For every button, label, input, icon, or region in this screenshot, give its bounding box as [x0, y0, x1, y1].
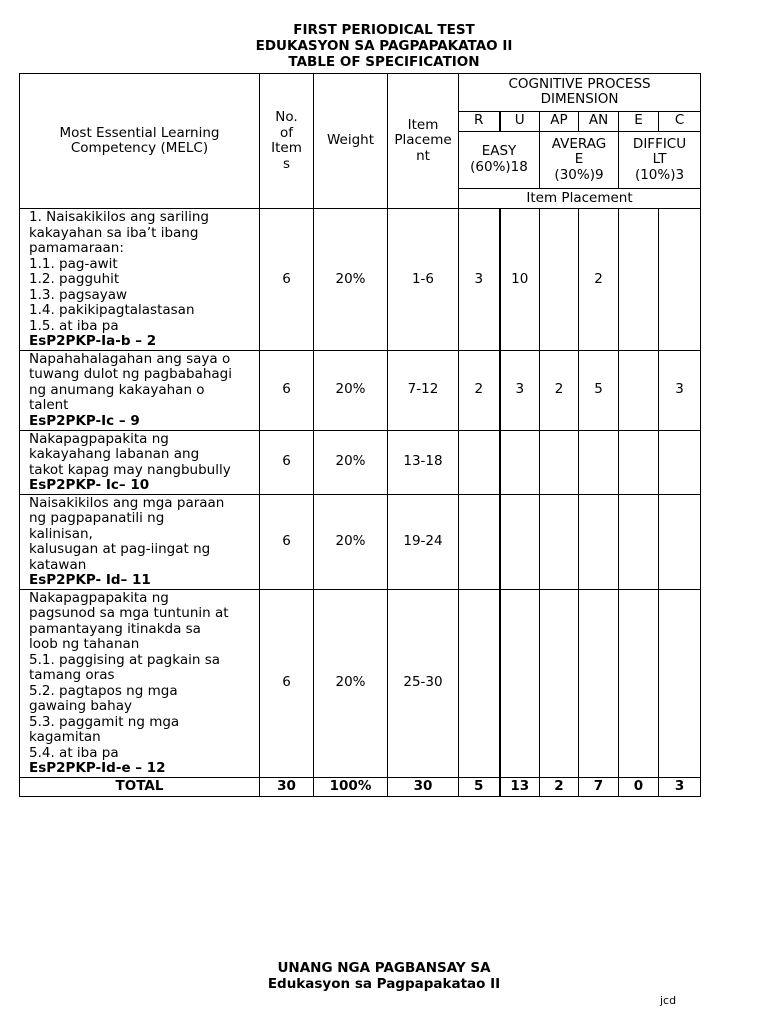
- melc-line: Napahahalagahan ang saya o: [29, 350, 231, 367]
- competency-code: EsP2PKP-Ic – 9: [29, 412, 140, 429]
- melc-line: kalusugan at pag-iingat ng: [29, 541, 211, 557]
- melc-line: loob ng tahanan: [29, 636, 140, 652]
- cell-level-an: 2: [579, 209, 619, 351]
- melc-line: katawan: [29, 556, 87, 573]
- title-line-2: EDUKASYON SA PAGPAPAKATAO II: [255, 38, 513, 54]
- melc-cell: [20, 209, 260, 351]
- melc-line: 5.3. paggamit ng mga: [29, 713, 180, 730]
- cell-placement: 13-18: [388, 430, 459, 494]
- competency-code: EsP2PKP- Id– 11: [29, 572, 151, 588]
- header-level-ap: AP: [540, 111, 579, 131]
- cell-level-r: [459, 494, 500, 589]
- cell-level-ap: [540, 209, 579, 351]
- melc-line: ng pagpapanatili ng: [29, 510, 165, 526]
- melc-line: kagamitan: [29, 729, 101, 745]
- melc-line: kalinisan,: [29, 525, 93, 542]
- header-difficult: DIFFICU LT (10%)3: [619, 131, 701, 188]
- cell-level-e: [619, 209, 659, 351]
- melc-line: takot kapag may nangbubully: [29, 461, 231, 478]
- cell-level-u: 10: [500, 209, 540, 351]
- cell-items: 6: [260, 350, 314, 430]
- footer: [0, 960, 768, 992]
- author-initials: jcd: [660, 994, 677, 1007]
- melc-line: Nakapagpapakita ng: [29, 589, 169, 606]
- title-line-3: TABLE OF SPECIFICATION: [288, 54, 480, 70]
- cell-level-r: 3: [459, 209, 500, 351]
- melc-line: kakayahang labanan ang: [29, 446, 200, 462]
- melc-cell: [20, 430, 260, 494]
- cell-items: 6: [260, 494, 314, 589]
- cell-weight: 20%: [314, 350, 388, 430]
- cell-level-c: 3: [659, 350, 701, 430]
- melc-line: Naisakikilos ang mga paraan: [29, 494, 225, 511]
- cell-weight: 20%: [314, 430, 388, 494]
- melc-line: ng anumang kakayahan o: [29, 381, 205, 398]
- melc-line: pagsunod sa mga tuntunin at: [29, 605, 229, 621]
- total-r: 5: [459, 777, 500, 796]
- cell-level-ap: 2: [540, 350, 579, 430]
- competency-code: EsP2PKP- Ic– 10: [29, 477, 150, 493]
- cell-level-r: [459, 430, 500, 494]
- title-line-1: FIRST PERIODICAL TEST: [293, 22, 475, 38]
- cell-level-u: [500, 494, 540, 589]
- melc-line: gawaing bahay: [29, 698, 132, 714]
- cell-items: 6: [260, 430, 314, 494]
- cell-placement: 25-30: [388, 589, 459, 777]
- melc-line: 5.4. at iba pa: [29, 744, 119, 761]
- melc-line: kakayahan sa iba’t ibang: [29, 224, 199, 241]
- melc-line: 1.3. pagsayaw: [29, 286, 128, 303]
- footer-line-1: UNANG NGA PAGBANSAY SA: [277, 960, 491, 976]
- total-e: 0: [619, 777, 659, 796]
- cell-level-an: [579, 589, 619, 777]
- melc-line: 5.1. paggising at pagkain sa: [29, 651, 221, 668]
- footer-line-2: Edukasyon sa Pagpapakatao II: [267, 976, 501, 992]
- table-row: [20, 494, 701, 589]
- cell-weight: 20%: [314, 589, 388, 777]
- total-row: [20, 777, 701, 796]
- cell-level-e: [619, 430, 659, 494]
- total-weight: 100%: [314, 777, 388, 796]
- melc-line: pamamaraan:: [29, 240, 124, 256]
- header-item-placement: Item Placeme nt: [388, 74, 459, 209]
- total-items: 30: [260, 777, 314, 796]
- melc-line: tamang oras: [29, 667, 115, 683]
- specification-table: [19, 73, 701, 797]
- total-u: 13: [500, 777, 540, 796]
- header-level-r: R: [459, 111, 500, 131]
- melc-line: 1.4. pakikipagtalastasan: [29, 302, 195, 318]
- header-level-c: C: [659, 111, 701, 131]
- header-item-placement-band: Item Placement: [459, 188, 701, 208]
- cell-level-r: [459, 589, 500, 777]
- table-row: [20, 209, 701, 351]
- total-an: 7: [579, 777, 619, 796]
- cell-level-an: 5: [579, 350, 619, 430]
- cell-level-c: [659, 589, 701, 777]
- cell-level-an: [579, 494, 619, 589]
- header-easy: EASY (60%)18: [459, 131, 540, 188]
- cell-weight: 20%: [314, 209, 388, 351]
- cell-level-r: 2: [459, 350, 500, 430]
- melc-line: Nakapagpapakita ng: [29, 430, 169, 447]
- cell-placement: 19-24: [388, 494, 459, 589]
- cell-level-u: [500, 430, 540, 494]
- total-placement: 30: [388, 777, 459, 796]
- total-ap: 2: [540, 777, 579, 796]
- header-cognitive-process: COGNITIVE PROCESS DIMENSION: [459, 74, 701, 112]
- melc-cell: [20, 494, 260, 589]
- cell-level-ap: [540, 430, 579, 494]
- melc-line: 1.2. pagguhit: [29, 271, 120, 287]
- cell-level-c: [659, 494, 701, 589]
- melc-line: 1.1. pag-awit: [29, 255, 118, 272]
- melc-cell: [20, 589, 260, 777]
- cell-items: 6: [260, 209, 314, 351]
- cell-level-e: [619, 589, 659, 777]
- cell-items: 6: [260, 589, 314, 777]
- cell-level-e: [619, 350, 659, 430]
- cell-weight: 20%: [314, 494, 388, 589]
- competency-code: EsP2PKP-Ia-b – 2: [29, 333, 157, 349]
- melc-line: pamantayang itinakda sa: [29, 620, 201, 637]
- melc-line: tuwang dulot ng pagbabahagi: [29, 366, 232, 382]
- table-row: [20, 589, 701, 777]
- melc-line: 1. Naisakikilos ang sariling: [29, 209, 209, 225]
- header-melc: Most Essential Learning Competency (MELC): [20, 74, 260, 209]
- melc-line: talent: [29, 397, 69, 413]
- cell-level-an: [579, 430, 619, 494]
- melc-line: 5.2. pagtapos ng mga: [29, 682, 178, 699]
- cell-level-u: 3: [500, 350, 540, 430]
- document-title: [0, 22, 768, 70]
- cell-level-e: [619, 494, 659, 589]
- cell-level-c: [659, 430, 701, 494]
- header-level-e: E: [619, 111, 659, 131]
- total-label: TOTAL: [20, 777, 260, 796]
- table-row: [20, 350, 701, 430]
- cell-level-u: [500, 589, 540, 777]
- header-average: AVERAG E (30%)9: [540, 131, 619, 188]
- cell-level-ap: [540, 589, 579, 777]
- melc-cell: [20, 350, 260, 430]
- header-level-an: AN: [579, 111, 619, 131]
- total-c: 3: [659, 777, 701, 796]
- cell-placement: 1-6: [388, 209, 459, 351]
- table-row: [20, 430, 701, 494]
- header-weight: Weight: [314, 74, 388, 209]
- cell-placement: 7-12: [388, 350, 459, 430]
- cell-level-c: [659, 209, 701, 351]
- header-no-of-items: No. of Item s: [260, 74, 314, 209]
- melc-line: 1.5. at iba pa: [29, 317, 119, 334]
- cell-level-ap: [540, 494, 579, 589]
- header-level-u: U: [500, 111, 540, 131]
- competency-code: EsP2PKP-Id-e – 12: [29, 760, 166, 776]
